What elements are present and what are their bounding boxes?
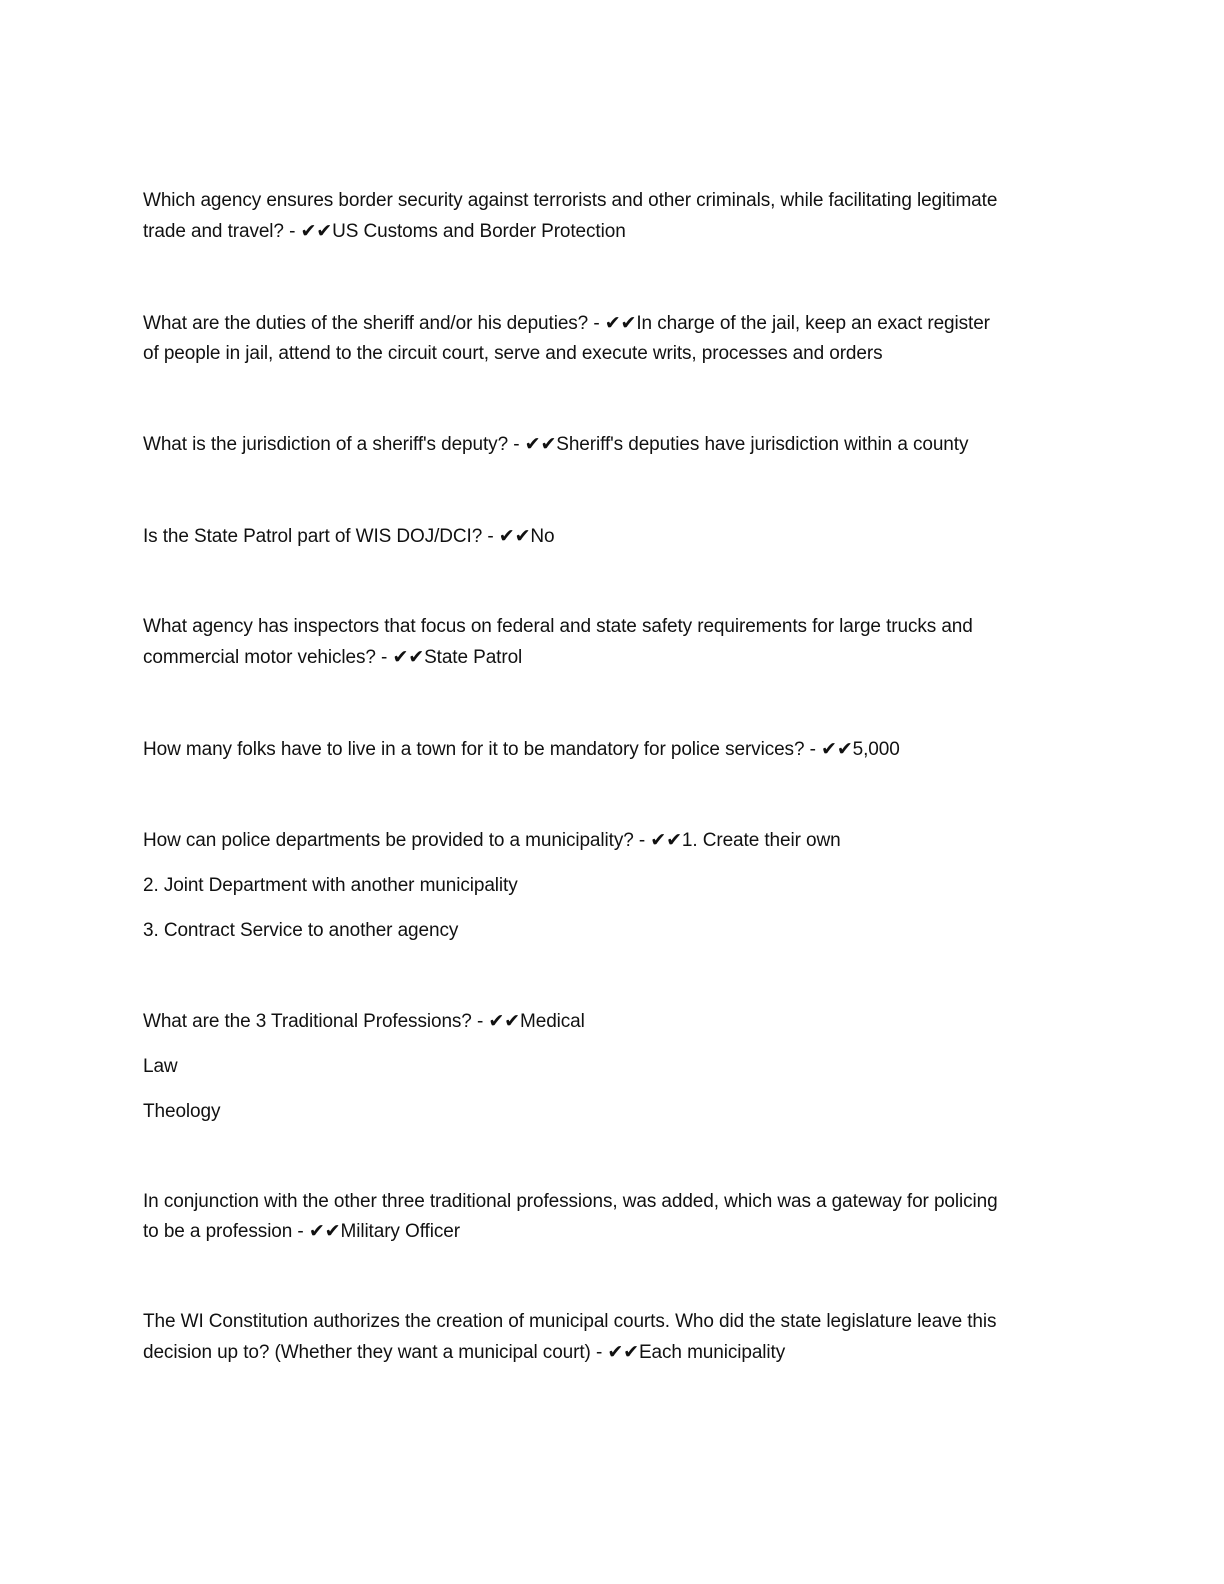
q7-line-1: How can police departments be provided to a municipality? - ✔✔1. Create their own — [143, 830, 841, 851]
q5-line-2: commercial motor vehicles? - ✔✔State Patrol — [143, 647, 523, 668]
q1-line-1: Which agency ensures border security against terrorists and other criminals, while facilitating legitimate — [143, 190, 998, 211]
q2-line-2: of people in jail, attend to the circuit court, serve and execute writs, processes and orders — [143, 343, 883, 364]
q7-line-3: 3. Contract Service to another agency — [143, 920, 459, 941]
q8-line-3: Theology — [143, 1101, 221, 1122]
q7-line-2: 2. Joint Department with another municipality — [143, 875, 518, 896]
q6-line-1: How many folks have to live in a town for it to be mandatory for police services? - ✔✔5,000 — [143, 739, 900, 760]
q8-line-2: Law — [143, 1056, 178, 1077]
q9-line-1: In conjunction with the other three traditional professions, was added, which was a gateway for policing — [143, 1191, 998, 1212]
q9-line-2: to be a profession - ✔✔Military Officer — [143, 1221, 460, 1242]
q4-line-1: Is the State Patrol part of WIS DOJ/DCI? - ✔✔No — [143, 526, 555, 547]
q3-line-1: What is the jurisdiction of a sheriff's deputy? - ✔✔Sheriff's deputies have jurisdiction within a county — [143, 434, 969, 455]
q5-line-1: What agency has inspectors that focus on federal and state safety requirements for large trucks and — [143, 616, 973, 637]
q1-line-2: trade and travel? - ✔✔US Customs and Border Protection — [143, 221, 626, 242]
q2-line-1: What are the duties of the sheriff and/or his deputies? - ✔✔In charge of the jail, keep an exact register — [143, 313, 990, 334]
q10-line-1: The WI Constitution authorizes the creation of municipal courts. Who did the state legislature leave this — [143, 1311, 997, 1332]
q10-line-2: decision up to? (Whether they want a municipal court) - ✔✔Each municipality — [143, 1342, 786, 1363]
q8-line-1: What are the 3 Traditional Professions? - ✔✔Medical — [143, 1011, 585, 1032]
